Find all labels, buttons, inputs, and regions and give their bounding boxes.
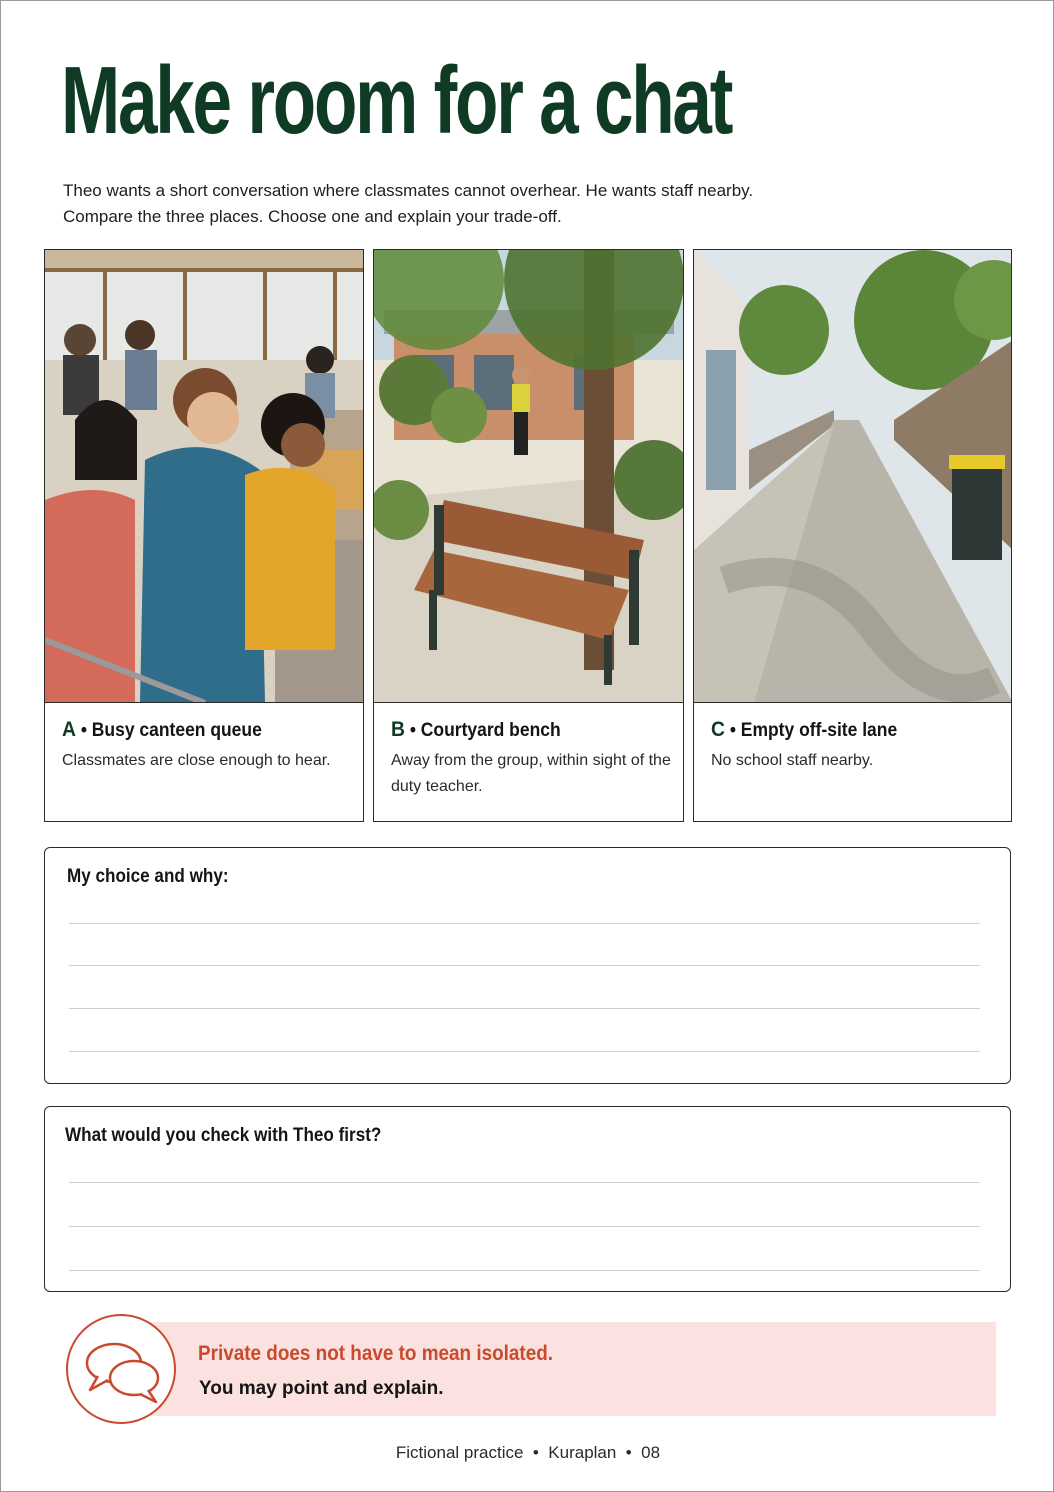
choice-answer-box[interactable]	[44, 847, 1011, 1084]
off-site-lane-illustration	[694, 250, 1011, 703]
option-name-b: Courtyard bench	[420, 720, 561, 741]
option-title-c	[711, 718, 976, 742]
intro-line-2: Compare the three places. Choose one and explain your trade-off.	[63, 207, 562, 226]
canteen-queue-illustration	[45, 250, 363, 703]
speech-bubbles-icon	[66, 1314, 176, 1424]
writing-line[interactable]	[69, 923, 980, 924]
option-letter-a: A	[62, 718, 76, 741]
option-caption-a	[62, 718, 351, 774]
writing-line[interactable]	[69, 965, 980, 966]
choice-question-label: My choice and why:	[67, 866, 229, 887]
option-card-a[interactable]	[44, 249, 364, 822]
courtyard-bench-illustration	[374, 250, 683, 703]
option-separator-b: •	[409, 720, 416, 741]
writing-line[interactable]	[69, 1182, 980, 1183]
option-title-a	[62, 718, 328, 742]
option-card-b[interactable]	[373, 249, 684, 822]
option-letter-b: B	[391, 718, 405, 741]
option-name-a: Busy canteen queue	[91, 720, 262, 741]
tip-highlight-stripe	[136, 1322, 996, 1416]
writing-line[interactable]	[69, 1051, 980, 1052]
writing-line[interactable]	[69, 1226, 980, 1227]
option-caption-c	[711, 718, 999, 774]
writing-line[interactable]	[69, 1270, 980, 1271]
intro-line-1: Theo wants a short conversation where classmates cannot overhear. He wants staff nearby.	[63, 181, 754, 200]
option-caption-b	[391, 718, 671, 800]
option-card-c[interactable]	[693, 249, 1012, 822]
intro-text	[63, 178, 753, 230]
option-title-b	[391, 718, 649, 742]
option-description-a: Classmates are close enough to hear.	[62, 752, 331, 769]
writing-line[interactable]	[69, 1008, 980, 1009]
check-answer-box[interactable]	[44, 1106, 1011, 1292]
option-separator-a: •	[80, 720, 87, 741]
check-question-label: What would you check with Theo first?	[65, 1125, 382, 1146]
page-footer: Fictional practice • Kuraplan • 08	[395, 1443, 661, 1462]
tip-banner	[66, 1314, 996, 1424]
option-letter-c: C	[711, 718, 725, 741]
option-description-b: Away from the group, within sight of the duty teacher.	[391, 752, 671, 795]
option-separator-c: •	[729, 720, 736, 741]
tip-headline: Private does not have to mean isolated.	[198, 1342, 554, 1365]
page-title: Make room for a chat	[61, 47, 732, 154]
option-name-c: Empty off-site lane	[740, 720, 898, 741]
tip-subline: You may point and explain.	[199, 1378, 444, 1399]
option-description-c: No school staff nearby.	[711, 752, 874, 769]
